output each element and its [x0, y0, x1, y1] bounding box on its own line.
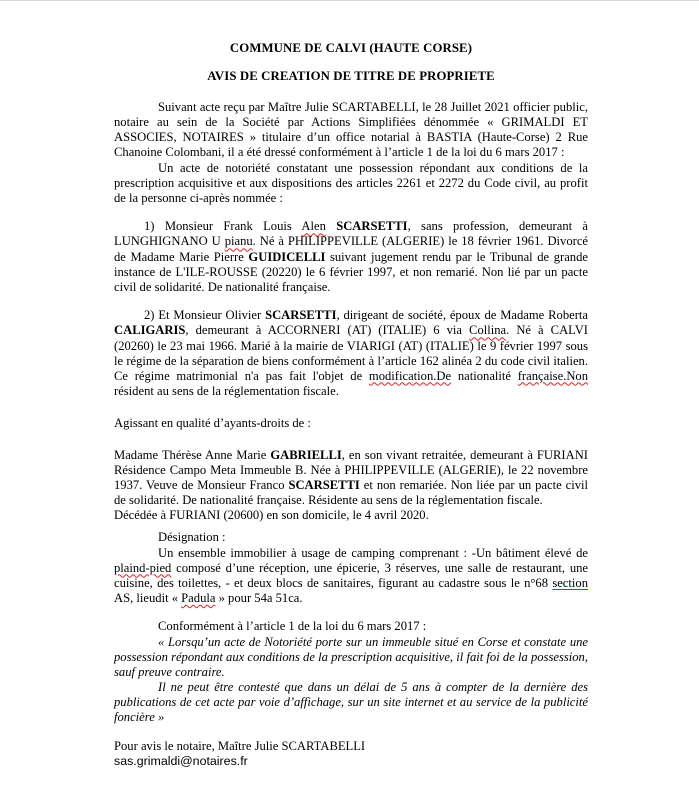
person-2-text-5: nationalité [451, 368, 518, 383]
spellcheck-word-francaise-non: française.Non [517, 368, 589, 383]
person-2-text-2: , dirigeant de société, époux de Madame Roberta [336, 308, 588, 323]
spellcheck-word-pianu: pianu [224, 234, 253, 249]
person-2-spouse-surname: CALIGARIS [114, 323, 186, 338]
conformity-quote-1: « Lorsqu’un acte de Notoriété porte sur un immeuble situé en Corse et constate une possession répondant aux conditions de la prescription acquisitive, il fait foi de la possession, sauf preuve contraire. [114, 634, 588, 679]
person-2-surname: SCARSETTI [265, 308, 337, 323]
designation-heading: Désignation : [158, 530, 226, 545]
person-1-paragraph [114, 219, 588, 294]
intro-paragraph-1: Suivant acte reçu par Maître Julie SCARTABELLI, le 28 Juillet 2021 officier public, notaire au sein de la Société par Actions Simplifiées dénommée « GRIMALDI ET ASSOCIES, NOTAIRES » titulaire d’un office notarial à BASTIA (Haute-Corse) 2 Rue Chanoine Colombani, il a été dressé conformément à l’article 1 de la loi du 6 mars 2017 : [114, 100, 588, 160]
person-3-husband-surname: SCARSETTI [288, 478, 360, 493]
spellcheck-word-collina: Collina [469, 323, 507, 338]
intro-paragraph-2: Un acte de notoriété constatant une possession répondant aux conditions de la prescription acquisitive et aux dispositions des articles 2261 et 2272 du Code civil, au profit de la personne ci-après nommée : [114, 160, 588, 205]
person-2-number: 2) [144, 308, 159, 323]
designation-text-4: » pour 54a 51ca. [215, 590, 303, 605]
spellcheck-word-plaind-pied: plaind-pied [114, 560, 172, 575]
person-1-text-1: Monsieur Frank Louis [164, 219, 302, 234]
designation-paragraph [114, 546, 588, 606]
person-3-paragraph [114, 448, 588, 508]
person-1-text-2 [326, 219, 336, 233]
document-title-notice: AVIS DE CREATION DE TITRE DE PROPRIETE [207, 69, 495, 84]
person-3-death-line: Décédée à FURIANI (20600) en son domicile, le 4 avril 2020. [114, 508, 429, 523]
conformity-heading: Conformément à l’article 1 de la loi du 6 mars 2017 : [158, 619, 427, 634]
person-3-surname: GABRIELLI [270, 447, 342, 462]
person-2-paragraph [114, 308, 588, 399]
person-2-text-1: Et Monsieur Olivier [158, 308, 266, 323]
grammar-word-section: section [552, 575, 588, 590]
spellcheck-word-padula: Padula [181, 590, 216, 605]
person-3-text-3: et non remariée. Non liée par un pacte civil de solidarité. De nationalité française. Résidente au sens de la réglementation fiscale. [114, 478, 588, 508]
designation-text-2: composé d’une réception, une épicerie, 3 réserves, une salle de restaurant, une cuisine, des toilettes, - et deux blocs de sanitaires, figurant au cadastre sous le n°68 [114, 560, 588, 590]
person-3-text-1: Madame Thérèse Anne Marie [114, 447, 271, 462]
document-title-commune: COMMUNE DE CALVI (HAUTE CORSE) [229, 41, 473, 55]
person-2-text-3: , demeurant à ACCORNERI (AT) (ITALIE) 6 via [185, 323, 470, 338]
contact-email[interactable]: sas.grimaldi@notaires.fr [114, 753, 248, 768]
designation-text-1: Un ensemble immobilier à usage de camping comprenant : -Un bâtiment élevé de [158, 545, 588, 560]
person-1-text-5: suivant jugement rendu par le Tribunal de grande instance de L'ILE-ROUSSE (20220) le 6 février 1997, et non remarié. Non lié par un pacte civil de solidarité. De nationalité française. [114, 249, 588, 294]
closing-line: Pour avis le notaire, Maître Julie SCARTABELLI [114, 738, 366, 753]
spellcheck-word-modification-de: modification.De [368, 368, 452, 383]
conformity-quote-2: Il ne peut être contesté que dans un délai de 5 ans à compter de la dernière des publications de cet acte par voie d’affichage, sur un site internet et au service de la publicité foncière » [114, 679, 588, 724]
document-body [114, 41, 588, 769]
person-2-text-4: . Né à CALVI (20260) le 23 mai 1966. Marié à la mairie de VIARIGI (AT) (ITALIE) le 9 février 1997 sous le régime de la séparation de biens conformément à l’article 162 alinéa 2 du code civil italien. Ce régime matrimonial n'a pas fait l'objet de [114, 323, 588, 383]
acting-as-line: Agissant en qualité d’ayants-droits de : [114, 415, 311, 430]
spellcheck-word-alen: Alen [301, 219, 326, 234]
person-3-text-2: , en son vivant retraitée, demeurant à FURIANI Résidence Campo Meta Immeuble B. Née à PHILIPPEVILLE (ALGERIE), le 22 novembre 1937. Veuve de Monsieur Franco [114, 447, 588, 493]
designation-text-3: AS, lieudit « [114, 590, 182, 605]
person-1-number: 1) [144, 219, 165, 234]
person-1-ex-spouse-surname: GUIDICELLI [248, 249, 326, 264]
person-2-text-6: résident au sens de la réglementation fiscale. [114, 383, 339, 398]
person-1-surname: SCARSETTI [336, 219, 408, 234]
person-1-text-3: , sans profession, demeurant à LUNGHIGNANO U [114, 219, 589, 249]
person-1-text-4: . Né à PHILIPPEVILLE (ALGERIE) le 18 février 1961. Divorcé de Madame Marie Pierre [114, 234, 589, 264]
